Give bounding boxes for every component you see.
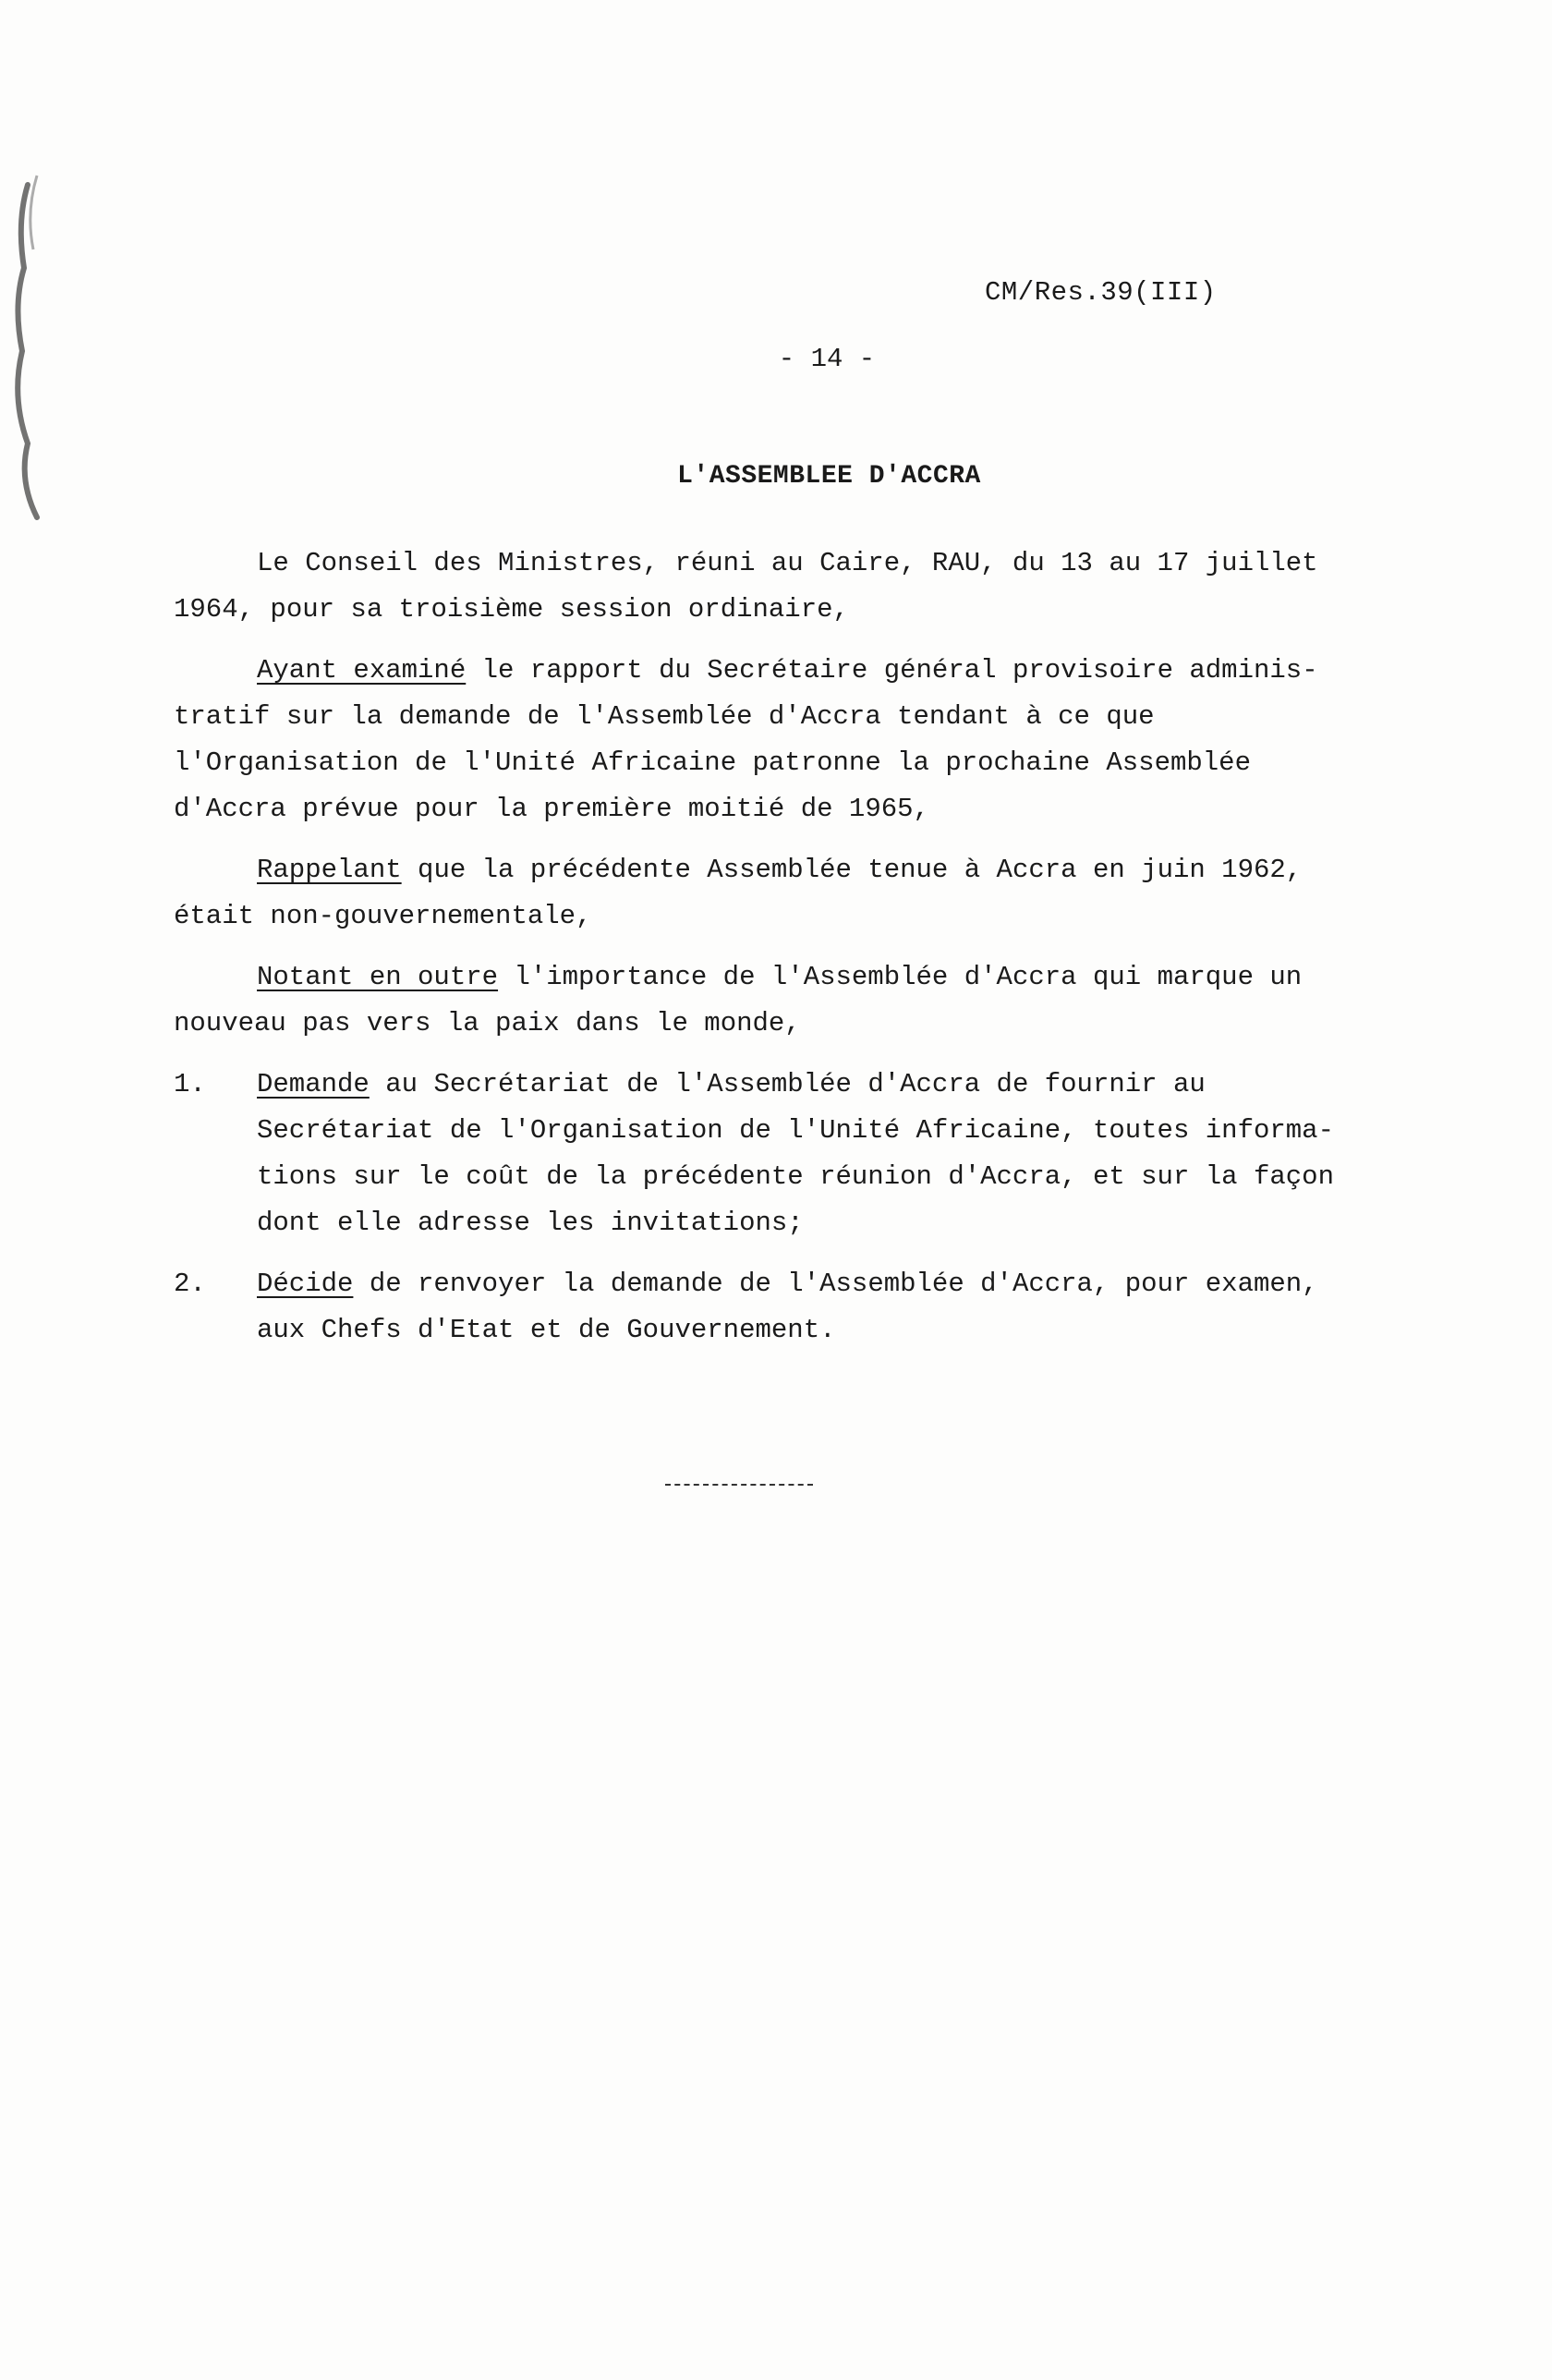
- preamble-paragraph: [174, 540, 1384, 633]
- operative-item: [174, 1261, 1384, 1354]
- paragraph-text: que la précédente Assemblée tenue à Accra en juin 1962, était non-gouvernementale,: [174, 855, 1303, 931]
- item-body: [257, 1062, 1384, 1246]
- paragraph-text: l'importance de l'Assemblée d'Accra qui marque un nouveau pas vers la paix dans le monde,: [174, 962, 1303, 1038]
- item-body: [257, 1261, 1384, 1354]
- end-rule: [665, 1484, 813, 1486]
- item-text: au Secrétariat de l'Assemblée d'Accra de fournir au Secrétariat de l'Organisation de l'Unité Africaine, toutes informa- tions sur le coût de la précédente réunion d'Accra, et sur la façon dont elle adresse les invitations;: [257, 1069, 1334, 1238]
- resolution-body: [174, 540, 1384, 1368]
- preamble-paragraph: [174, 847, 1384, 940]
- document-reference: CM/Res.39(III): [985, 277, 1217, 308]
- item-lead: Demande: [257, 1069, 370, 1099]
- operative-item: [174, 1062, 1384, 1246]
- item-number: 2.: [174, 1269, 206, 1299]
- item-text: de renvoyer la demande de l'Assemblée d'Accra, pour examen, aux Chefs d'Etat et de Gouvernement.: [257, 1269, 1318, 1345]
- preamble-paragraph: [174, 954, 1384, 1047]
- paragraph-lead: Rappelant: [257, 855, 402, 885]
- paragraph-lead: Ayant examiné: [257, 655, 467, 686]
- item-lead: Décide: [257, 1269, 354, 1299]
- item-number: 1.: [174, 1069, 206, 1099]
- paragraph-lead: Notant en outre: [257, 962, 499, 992]
- resolution-title: L'ASSEMBLEE D'ACCRA: [677, 462, 981, 491]
- operative-list: [174, 1062, 1384, 1354]
- preamble-paragraph: [174, 648, 1384, 832]
- paragraph-text: le rapport du Secrétaire général provisoire adminis- tratif sur la demande de l'Assemblée d'Accra tendant à ce que l'Organisation de l'Unité Africaine patronne la prochaine Assemblée d'Accra prévue pour la première moitié de 1965,: [174, 655, 1318, 824]
- paragraph-text: Le Conseil des Ministres, réuni au Caire, RAU, du 13 au 17 juillet 1964, pour sa troisième session ordinaire,: [174, 548, 1318, 625]
- page-number: - 14 -: [778, 344, 876, 374]
